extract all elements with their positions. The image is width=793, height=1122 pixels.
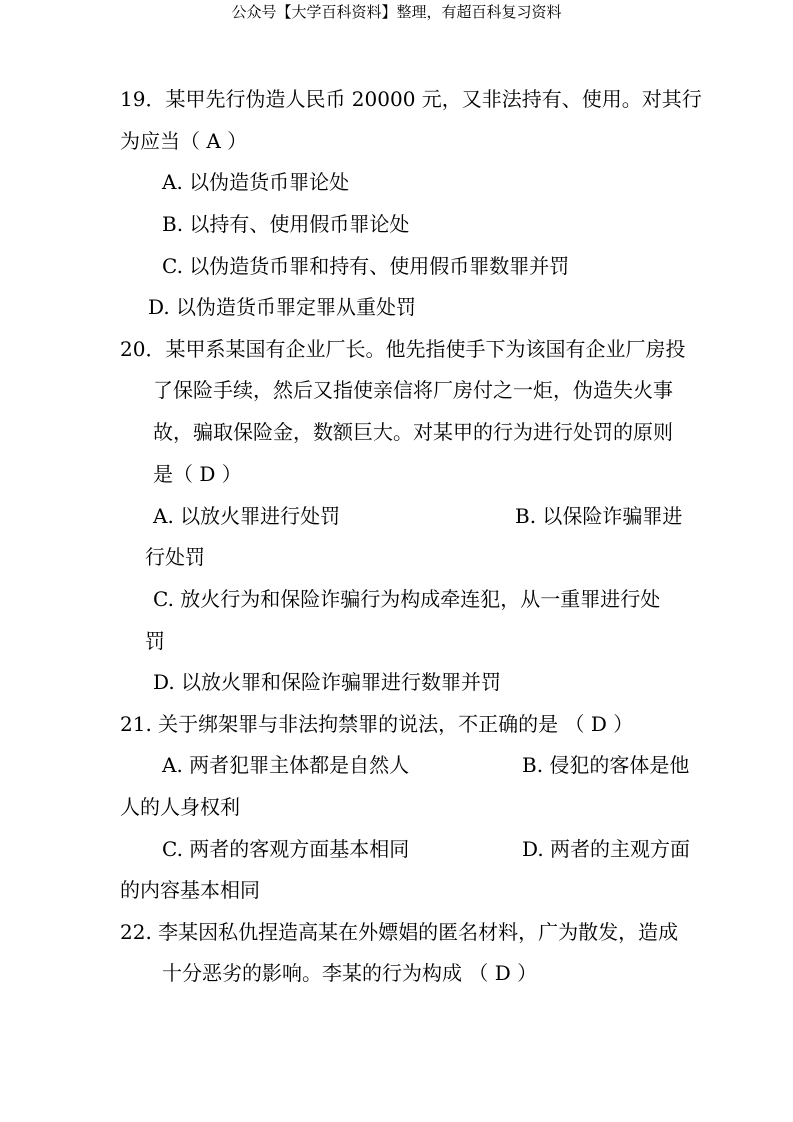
question-21-option-b: B. 侵犯的客体是他 [522,753,690,777]
question-20-option-d: D. 以放火罪和保险诈骗罪进行数罪并罚 [153,670,502,694]
question-20-option-a: A. 以放火罪进行处罚 [153,504,341,528]
question-21-option-d-continued: 的内容基本相同 [120,878,260,902]
question-20-option-c: C. 放火行为和保险诈骗行为构成牵连犯，从一重罪进行处 [153,587,661,611]
question-20-option-b-continued: 行处罚 [145,545,205,569]
question-19-option-c: C. 以伪造货币罪和持有、使用假币罪数罪并罚 [162,254,570,278]
question-20-stem-line-1: 20．某甲系某国有企业厂长。他先指使手下为该国有企业厂房投 [120,337,686,361]
question-19-option-a: A. 以伪造货币罪论处 [162,170,350,194]
question-19-stem-line-1: 19．某甲先行伪造人民币 20000 元，又非法持有、使用。对其行 [120,87,702,111]
question-21-option-b-continued: 人的人身权利 [120,795,240,819]
question-21-stem-line-1: 21. 关于绑架罪与非法拘禁罪的说法，不正确的是 （ D ） [120,712,634,736]
question-20-option-c-continued: 罚 [145,629,165,653]
question-19-stem-line-2: 为应当（ A ） [120,129,248,153]
question-21-option-d: D. 两者的主观方面 [522,837,691,861]
question-19-option-d: D. 以伪造货币罪定罪从重处罚 [148,295,417,319]
page-header: 公众号【大学百科资料】整理，有超百科复习资料 [231,3,562,21]
question-22-stem-line-1: 22. 李某因私仇捏造高某在外嫖娼的匿名材料，广为散发，造成 [120,920,679,944]
question-19-option-b: B. 以持有、使用假币罪论处 [162,212,410,236]
question-20-stem-line-3: 故，骗取保险金，数额巨大。对某甲的行为进行处罚的原则 [153,420,673,444]
question-20-stem-line-2: 了保险手续，然后又指使亲信将厂房付之一炬，伪造失火事 [153,378,673,402]
question-21-option-a: A. 两者犯罪主体都是自然人 [162,753,410,777]
question-20-stem-line-4: 是（ D ） [153,462,242,486]
question-21-option-c: C. 两者的客观方面基本相同 [162,837,410,861]
question-22-stem-line-2: 十分恶劣的影响。李某的行为构成 （ D ） [162,961,538,985]
question-20-option-b: B. 以保险诈骗罪进 [515,504,683,528]
